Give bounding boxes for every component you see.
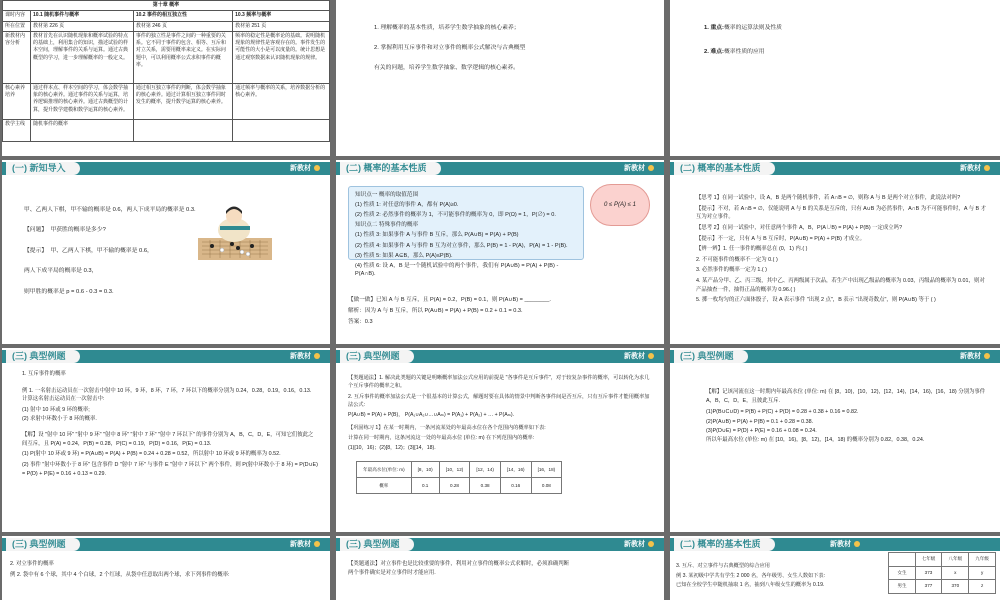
example-text: 例 2. 袋中有 6 个球，其中 4 个白球，2 个红球，从袋中任意取出两个球，求下列事件的概率: [10,571,230,578]
slide-title: (三) 典型例题 [6,538,80,551]
exercise-solution: 解析：因为 A 与 B 互斥，所以 P(A∪B) = P(A) + P(B) = 0.2 + 0.1 = 0.3. [348,308,523,315]
exercise-text: 【做一做】已知 A 与 B 互斥，且 P(A) = 0.2，P(B) = 0.1，则 P(A∪B) = ________. [348,297,551,303]
brand-logo-icon [314,353,320,359]
slide-title: (三) 典型例题 [674,350,748,363]
knowledge-box: 知识点一 概率的取值范围 (1) 性质 1: 对任意的事件 A，都有 P(A)≥0. (2) 性质 2: 必然事件的概率为 1，不可能事件的概率为 0，即 P(Ω) = 1，P(∅) = 0. 知识点二 特殊事件的概率 (1) 性质 3: 如果事件 A 与事件 B 互斥，那么 P(A∪B) = P(A) + P(B) (2) 性质 4: 如果事件 A 与事件 B 互为对立事件，那么 P(B) = 1 - P(A)，P(A) = 1 - P(B). (3) 性质 5: 如果 A⊆B，那么 P(A)≤P(B). (4) 性质 6: 设 A，B 是一个随机试验中的两个事件，我们有 P(A∪B) = P(A) + P(B) - P(A∩B). [348,186,584,260]
example-text: 例 1. 一名射击运动员在一次射击中射中 10 环，9 环，8 环，7 环，7 环以下的概率分别为 0.24，0.28，0.19，0.16，0.13. 计算这名射击运动员在一次射击中: [22,387,312,403]
example-text: 例 3. 某初级中学共有学生 2 000 名，各年级男、女生人数如下表: [676,573,826,580]
exercise-answer: 答案：0.3 [348,319,373,326]
table-row: 男生 377 370 z [889,580,996,594]
brand-label: 新教材 [624,165,645,172]
chess-player-illustration [190,204,280,264]
question-label: 【问题】 [24,227,48,234]
student-table [888,552,996,594]
hint-1: 【提示】不对，若 A∩B = ∅，仅能说明 A 与 B 的关系是互斥的，只有 A∪B 为必然事件，A∩B 为不可能事件时，A 与 B 才互为对立事件。 [696,205,986,221]
slide-header [336,538,664,551]
table-row: 年最高水位(单位: m) [8，10) [10，12) [12，14) [14，16) [16，18) [357,461,562,477]
slide-header [670,162,1000,175]
slide-thumbnail-8[interactable]: (三) 典型例题 新教材 【类题通法】1. 解决此类题的关键是明晰概率加法公式应用的前提是 "各事件是互斥事件"，对于较复杂事件的概率，可以转化为求几个互斥事件的概率之和。 2. 互斥事件的概率加法公式是一个很基本的计算公式，解题时要在具体的情景中判断各事件间是否互斥，只有互斥事件才能用概率加法公式: P(A∪B) = P(A) + P(B)， P(A₁∪A₂∪…∪Aₘ) = P(A₁) + P(A₂) + … + P(Aₘ). 【巩固练习 1】在某一时期内，一条河流某处的年最高水位在各个范围内的概率如下表: 计算在同一时期内，这条河流这一处的年最高水位 (单位: m) 在下列范围内的概率: (1)[10，16)；(2)[8，12)；(3)[14，18). 年最高水位(单位: m) [8，10) [10，12) [12，14) [14，16) [16，18) 概率 0.1 0.28 0.38 0.16 0.08 [336,348,664,532]
slide-thumbnail-10[interactable] [2,536,330,600]
difficulty-text: 概率性质的应用 [723,49,765,56]
brand-logo-icon [984,165,990,171]
hint-2: 【提示】不一定，只有 A 与 B 互斥时，P(A∪B) = P(A) + P(B) 才成立。 [696,235,865,242]
brand-logo-icon [314,165,320,171]
slide-thumbnail-2[interactable] [336,0,664,156]
hint-line-3: 则甲胜的概率是 p = 0.6 - 0.3 = 0.3. [24,288,114,295]
slide-header [2,350,330,363]
table-row: 七年级 八年级 九年级 [889,553,996,567]
brand-logo-icon [648,165,654,171]
judge-3: 3. 必然事件的概率一定为 1.( ) [696,267,767,274]
think-2: 【思考 2】在同一试验中，对任意两个事件 A，B，P(A∪B) = P(A) + P(B) 一定成立吗? [696,224,903,231]
brand-label: 新教材 [960,165,981,172]
range-callout: 0 ≤ P(A) ≤ 1 [590,184,650,226]
brand-label: 新教材 [290,353,311,360]
solution-text: 【解】设 "射中 10 环" "射中 9 环" "射中 8 环" "射中 7 环" "射中 7 环以下" 的事件分别为 A，B，C，D，E，可知它们彼此之间互斥，且 P(A) = 0.24，P(B) = 0.28，P(C) = 0.19，P(D) = 0.16，P(E) = 0.13. [22,432,314,447]
slide-thumbnail-5[interactable] [336,160,664,344]
table-row: 女生 373 x y [889,566,996,580]
slide-title: (二) 概率的基本性质 [674,538,775,551]
slide-header [336,350,664,363]
slide-thumbnail-6[interactable] [670,160,1000,344]
section-heading: 2. 对立事件的概率 [10,561,54,567]
table-row: 课时内容 10.1 随机事件与概率 10.2 事件的相互独立性 10.3 频率与概率 [3,11,330,21]
slide-title: (三) 典型例题 [340,538,414,551]
think-1: 【思考 1】在同一试验中，设 A，B 是两个随机事件，若 A∩B = ∅，则称 A 与 B 是两个对立事件，此说法对吗? [696,195,961,201]
hint-line-2: 两人下成平局的概率是 0.3， [24,268,98,275]
hint-text: 甲、乙两人下棋，甲不输的概率是 0.6， [50,247,153,254]
slide-title: (一) 新知导入 [6,162,80,175]
objective-2: 2. 掌握利用互斥事件和对立事件的概率公式解决与古典概型 [374,44,526,51]
brand-logo-icon [648,353,654,359]
key-point-text: 概率的运算法则及性质 [723,25,782,31]
brand-logo-icon [854,541,860,547]
intro-text: 甲、乙两人下棋，甲不输的概率是 0.6，两人下成平局的概率是 0.3. [24,207,196,213]
brand-label: 新教材 [960,353,981,360]
key-point-label: 1. 重点: [704,25,724,31]
brand-label: 新教材 [290,541,311,548]
brand-label: 新教材 [290,165,311,172]
slide-thumbnail-9[interactable]: (三) 典型例题 新教材 【解】记该河流在这一时期内年最高水位 (单位: m) 在 [8，10)，[10，12)，[12，14)，[14，16)，[16，18) 分别为事件 A，B，C，D，E，且彼此互斥. (1)P(B∪C∪D) = P(B) + P(C) + P(D) = 0.28 + 0.38 + 0.16 = 0.82. (2)P(A∪B) = P(A) + P(B) = 0.1 + 0.28 = 0.38. (3)P(D∪E) = P(D) + P(E) = 0.16 + 0.08 = 0.24. 所以年最高水位 (单位: m) 在 [10，16)，[8，12)，[14，18) 的概率分别为 0.82，0.38，0.24. [670,348,1000,532]
table-row: 概率 0.1 0.28 0.38 0.16 0.08 [357,477,562,493]
judge-1: 【辨一辨】1. 任一事件的概率总在 (0，1) 内.( ) [696,246,808,253]
objective-3: 有关的问题，培养学生数学抽象、数学逻辑的核心素养。 [374,64,519,71]
table-row: 新教材内容分析 教材首先在认识随机现象和概率试验的特点的基础上，利用集合的知识，描述试验的样本空间，理解事件的关系与运算。通过古典概型的学习，进一步理解概率的一般定义。 事件的独立性是事件之间的一种重要的关系。它不同于事件的包含、相等、互斥和对立关系，需要用概率来定义。在实际问题中，可以利用概率公式求积事件的概率。 频率的稳定性是概率论的基础。说明随机现象的规律性是客观存在的。事件发生的可能性的大小是可以度量的。统计思想是通过观察数据来认识随机现象的规律。 [3,31,330,83]
slide-header [336,162,664,175]
table-row: 所在位置 教材第 226 页 教材第 246 页 教材第 251 页 [3,21,330,31]
slide-thumbnail-1[interactable] [2,0,330,156]
brand-label: 新教材 [624,541,645,548]
slide-header [2,162,330,175]
question-text: 甲获胜的概率是多少? [50,227,106,234]
table-row: 教学主线 随机事件的概率 [3,119,330,141]
brand-logo-icon [648,541,654,547]
judge-4: 4. 某产品分甲、乙、丙三级，其中乙、丙两级属于次品，若生产中出现乙级品的概率为 0.03，丙级品的概率为 0.01，则对产品抽查一件，抽得正品的概率为 0.96.( ) [696,278,985,293]
brand-label: 新教材 [830,541,851,548]
slide-thumbnail-7[interactable]: (三) 典型例题 新教材 1. 互斥事件的概率 例 1. 一名射击运动员在一次射击中射中 10 环，9 环，8 环，7 环，7 环以下的概率分别为 0.24，0.28，0.19，0.16，0.13. 计算这名射击运动员在一次射击中: (1) 射中 10 环或 9 环的概率; (2) 求射中环数小于 8 环的概率. 【解】设 "射中 10 环" "射中 9 环" "射中 8 环" "射中 7 环" "射中 7 环以下" 的事件分别为 A，B，C，D，E，可知它们彼此之间互斥，且 P(A) = 0.24，P(B) = 0.28，P(C) = 0.19，P(D) = 0.16，P(E) = 0.13. (1) P(射中 10 环或 9 环) = P(A∪B) = P(A) + P(B) = 0.24 + 0.28 = 0.52，所以射中 10 环或 9 环的概率为 0.52. (2) 事件 "射中环数小于 8 环" 包含事件 D "射中 7 环" 与事件 E "射中 7 环以下" 两个事件，则 P(射中环数小于 8 环) = P(D∪E) = P(D) + P(E) = 0.16 + 0.13 = 0.29. [2,348,330,532]
brand-logo-icon [984,353,990,359]
judge-2: 2. 不可能事件的概率不一定为 0.( ) [696,256,778,263]
slide-title: (二) 概率的基本性质 [674,162,775,175]
slide-thumbnail-4[interactable] [2,160,330,344]
slide-title: (三) 典型例题 [6,350,80,363]
slide-thumbnail-3[interactable] [670,0,1000,156]
slide-thumbnail-11[interactable]: (三) 典型例题 新教材 【类题通法】对立事件也是比较重要的事件，利用对立事件的概率公式求解时，必须准确判断 两个事件确实是对立事件时才能应用. [336,536,664,600]
judge-5: 5. 掷一枚均匀的正六面体骰子，设 A 表示事件 "出现 2 点"，B 表示 "出现奇数点"，则 P(A∪B) 等于 ( ) [696,297,936,304]
table-row: 核心素养培养 通过样本点、样本空间的学习，体会数学抽象的核心素养。通过事件的关系与运算，培养逻辑推理的核心素养。通过古典概型的计算，提升数学建模和数学运算的核心素养。 通过相互独立事件的判断，体会数学抽象的核心素养。通过计算相互独立事件同时发生的概率，提升数学运算的核心素养。 通过频率与概率的关系，培养数据分析的核心素养。 [3,83,330,119]
lesson-table [2,0,330,142]
slide-header [670,350,1000,363]
knowledge-point-2: 知识点二 特殊事件的概率 [355,222,419,229]
section-heading: 1. 互斥事件的概率 [22,371,66,377]
hint-label: 【提示】 [24,247,48,254]
section-heading: 3. 互斥、对立事件与古典概型的综合应用 [676,563,770,569]
water-level-table [356,461,562,495]
objective-1: 1. 理解概率的基本性质，培养学生数学抽象的核心素养； [374,25,520,31]
slide-title: (三) 典型例题 [340,350,414,363]
brand-logo-icon [314,541,320,547]
knowledge-point-1: 知识点一 概率的取值范围 [355,192,419,198]
slide-title: (二) 概率的基本性质 [340,162,441,175]
slide-thumbnail-12[interactable]: (二) 概率的基本性质 新教材 3. 互斥、对立事件与古典概型的综合应用 例 3. 某初级中学共有学生 2 000 名，各年级男、女生人数如下表: 已知在全校学生中随机抽取 1 名，抽到八年级女生的概率为 0.19. 七年级 八年级 九年级 女生 373 x y 男生 377 370 z [670,536,1000,600]
chapter-title: 第十章 概率 [3,1,330,11]
solution-text: 【解】记该河流在这一时期内年最高水位 (单位: m) 在 [8，10)，[10，12)，[12，14)，[14，16)，[16，18) 分别为事件 A，B，C，D，E，且彼此互斥. [706,389,986,405]
brand-label: 新教材 [624,353,645,360]
slide-header [670,538,1000,551]
slide-header [2,538,330,551]
difficulty-label: 2. 难点: [704,49,724,56]
